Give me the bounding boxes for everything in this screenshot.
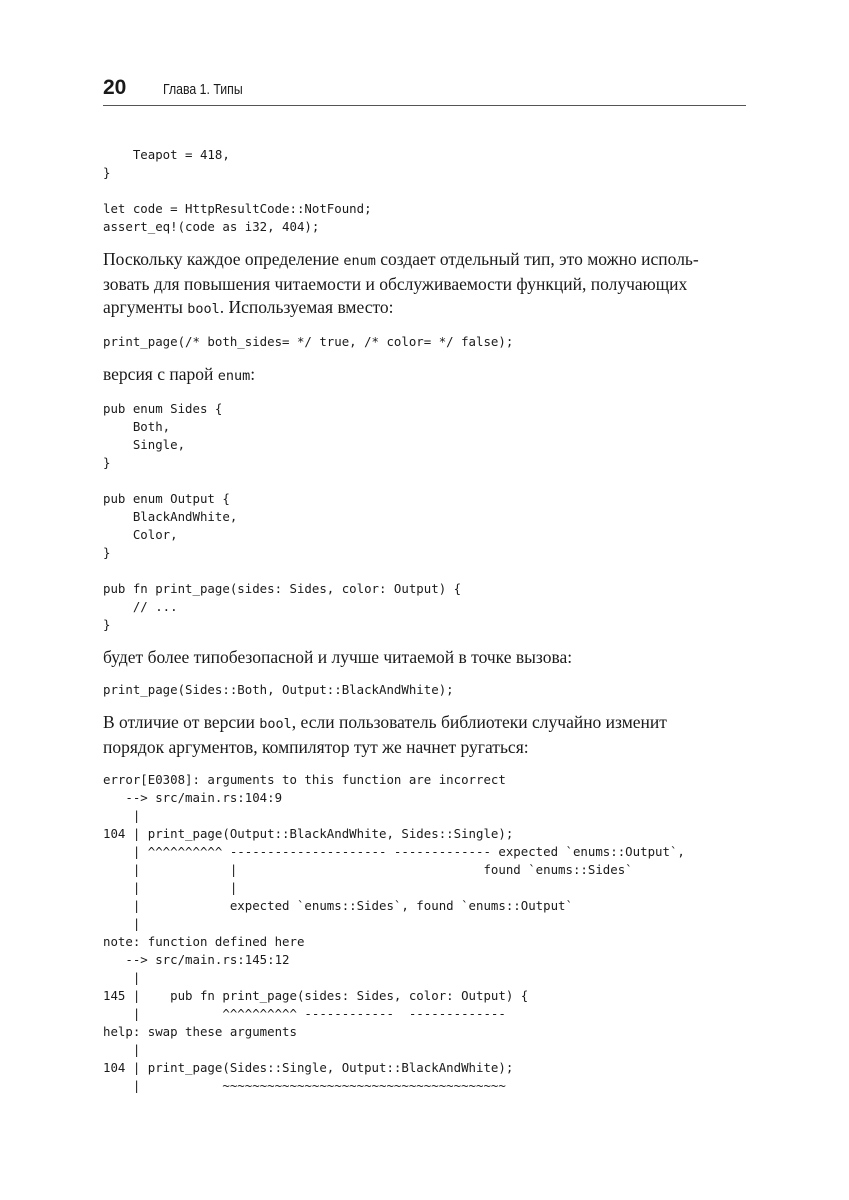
code-block: print_page(Sides::Both, Output::BlackAndWhite); [103,682,454,697]
paragraph: версия с парой enum: [103,364,256,384]
paragraph: Поскольку каждое определение enum создает отдельный тип, это можно исполь- зовать для повышения читаемости и обслуживаемости функций, получающих аргументы bool. Используемая вместо: [103,249,699,317]
paragraph: В отличие от версии bool, если пользователь библиотеки случайно изменит порядок аргументов, компилятор тут же начнет ругаться: [103,712,667,757]
paragraph: будет более типобезопасной и лучше читаемой в точке вызова: [103,647,573,667]
page-number: 20 [103,76,127,99]
inline-code: enum [343,253,376,269]
inline-code: enum [217,368,251,384]
code-block: Teapot = 418, } let code = HttpResultCode::NotFound; assert_eq!(code as i32, 404); [103,147,372,234]
inline-code: bool [259,716,292,732]
page-content [103,146,753,1095]
code-block: print_page(/* both_sides= */ true, /* color= */ false); [103,334,514,349]
code-block: pub enum Sides { Both, Single, } pub enum Output { BlackAndWhite, Color, } pub fn print_page(sides: Sides, color: Output) { // ... } [103,401,462,632]
page-header [103,74,746,106]
compiler-error-output: error[E0308]: arguments to this function are incorrect --> src/main.rs:104:9 | 104 | print_page(Output::BlackAndWhite, Sides::Single); | ^^^^^^^^^^ --------------------- ------------- expected `enums::Output`, | | found `enums::Sides` | | | expected `enums::Sides`, found `enums::Output` | note: function defined here --> src/main.rs:145:12 | 145 | pub fn print_page(sides: Sides, color: Output) { | ^^^^^^^^^^ ------------ ------------- help: swap these arguments | 104 | print_page(Sides::Single, Output::BlackAndWhite); | ~~~~~~~~~~~~~~~~~~~~~~~~~~~~~~~~~~~~~~ [103,772,685,1093]
inline-code: bool [187,301,220,317]
chapter-title: Глава 1. Типы [163,81,243,98]
